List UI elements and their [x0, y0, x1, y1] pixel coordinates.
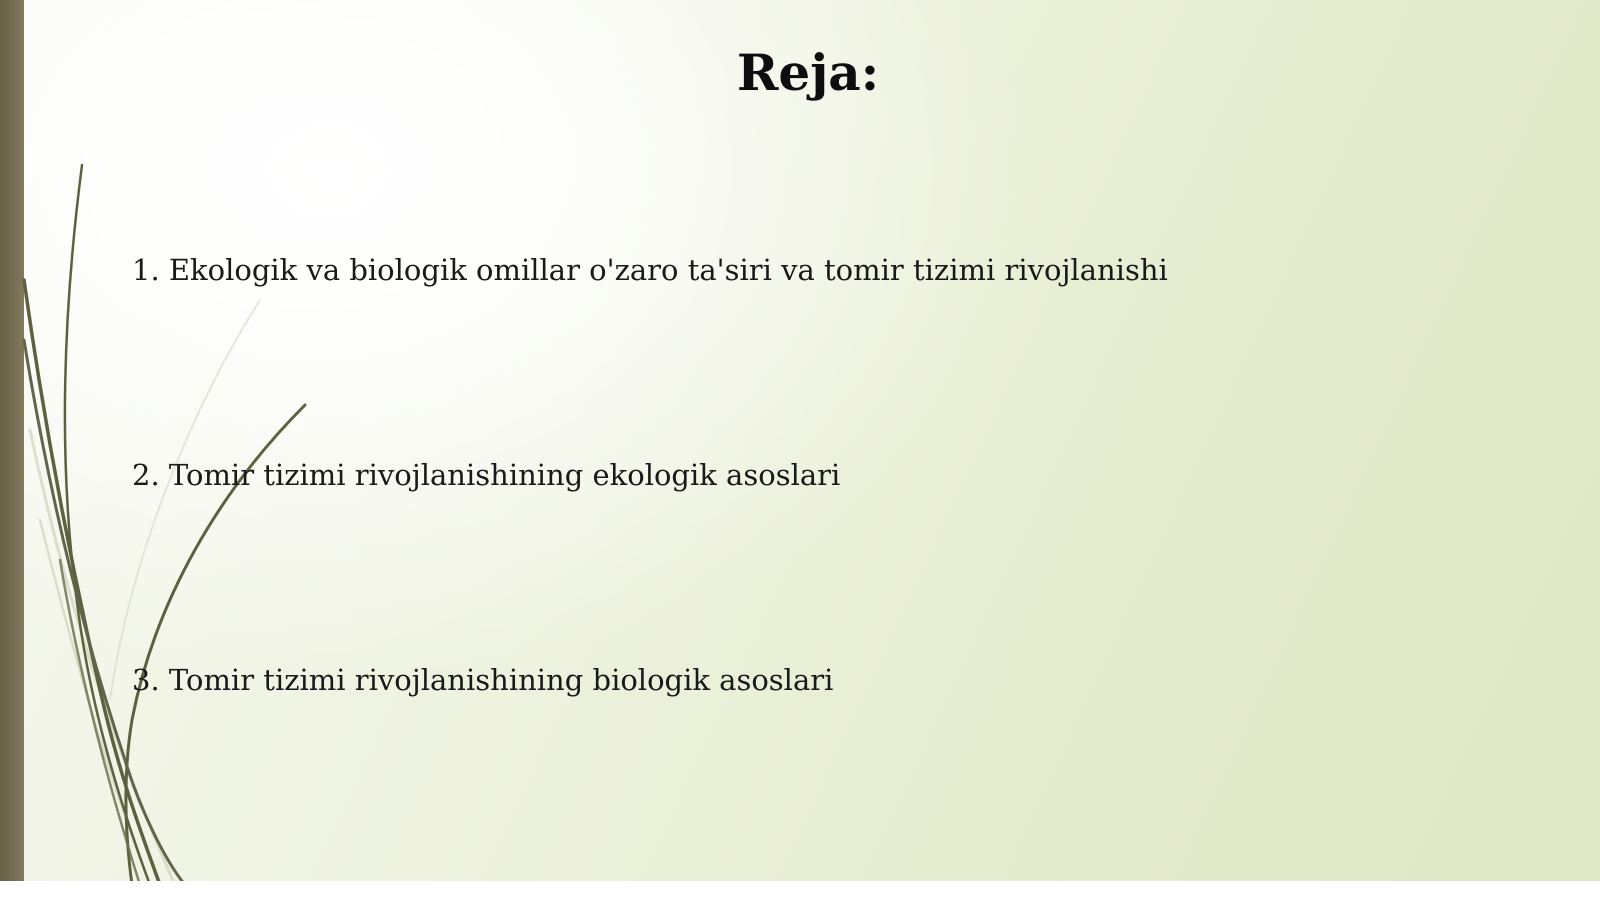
bottom-margin-strip [0, 881, 1600, 899]
grass-decoration [0, 0, 400, 899]
grass-blade-outer [24, 340, 185, 885]
plan-item-3: 3. Tomir tizimi rivojlanishining biologik asoslari [132, 663, 834, 697]
grass-blade-faint-2 [110, 300, 260, 700]
grass-blade-faint-1 [30, 430, 175, 885]
slide-title: Reja: [736, 43, 880, 102]
grass-blade-long [24, 280, 160, 885]
plan-item-1: 1. Ekologik va biologik omillar o'zaro ta'siri va tomir tizimi rivojlanishi [132, 253, 1168, 287]
plan-item-2: 2. Tomir tizimi rivojlanishining ekologik asoslari [132, 458, 841, 492]
